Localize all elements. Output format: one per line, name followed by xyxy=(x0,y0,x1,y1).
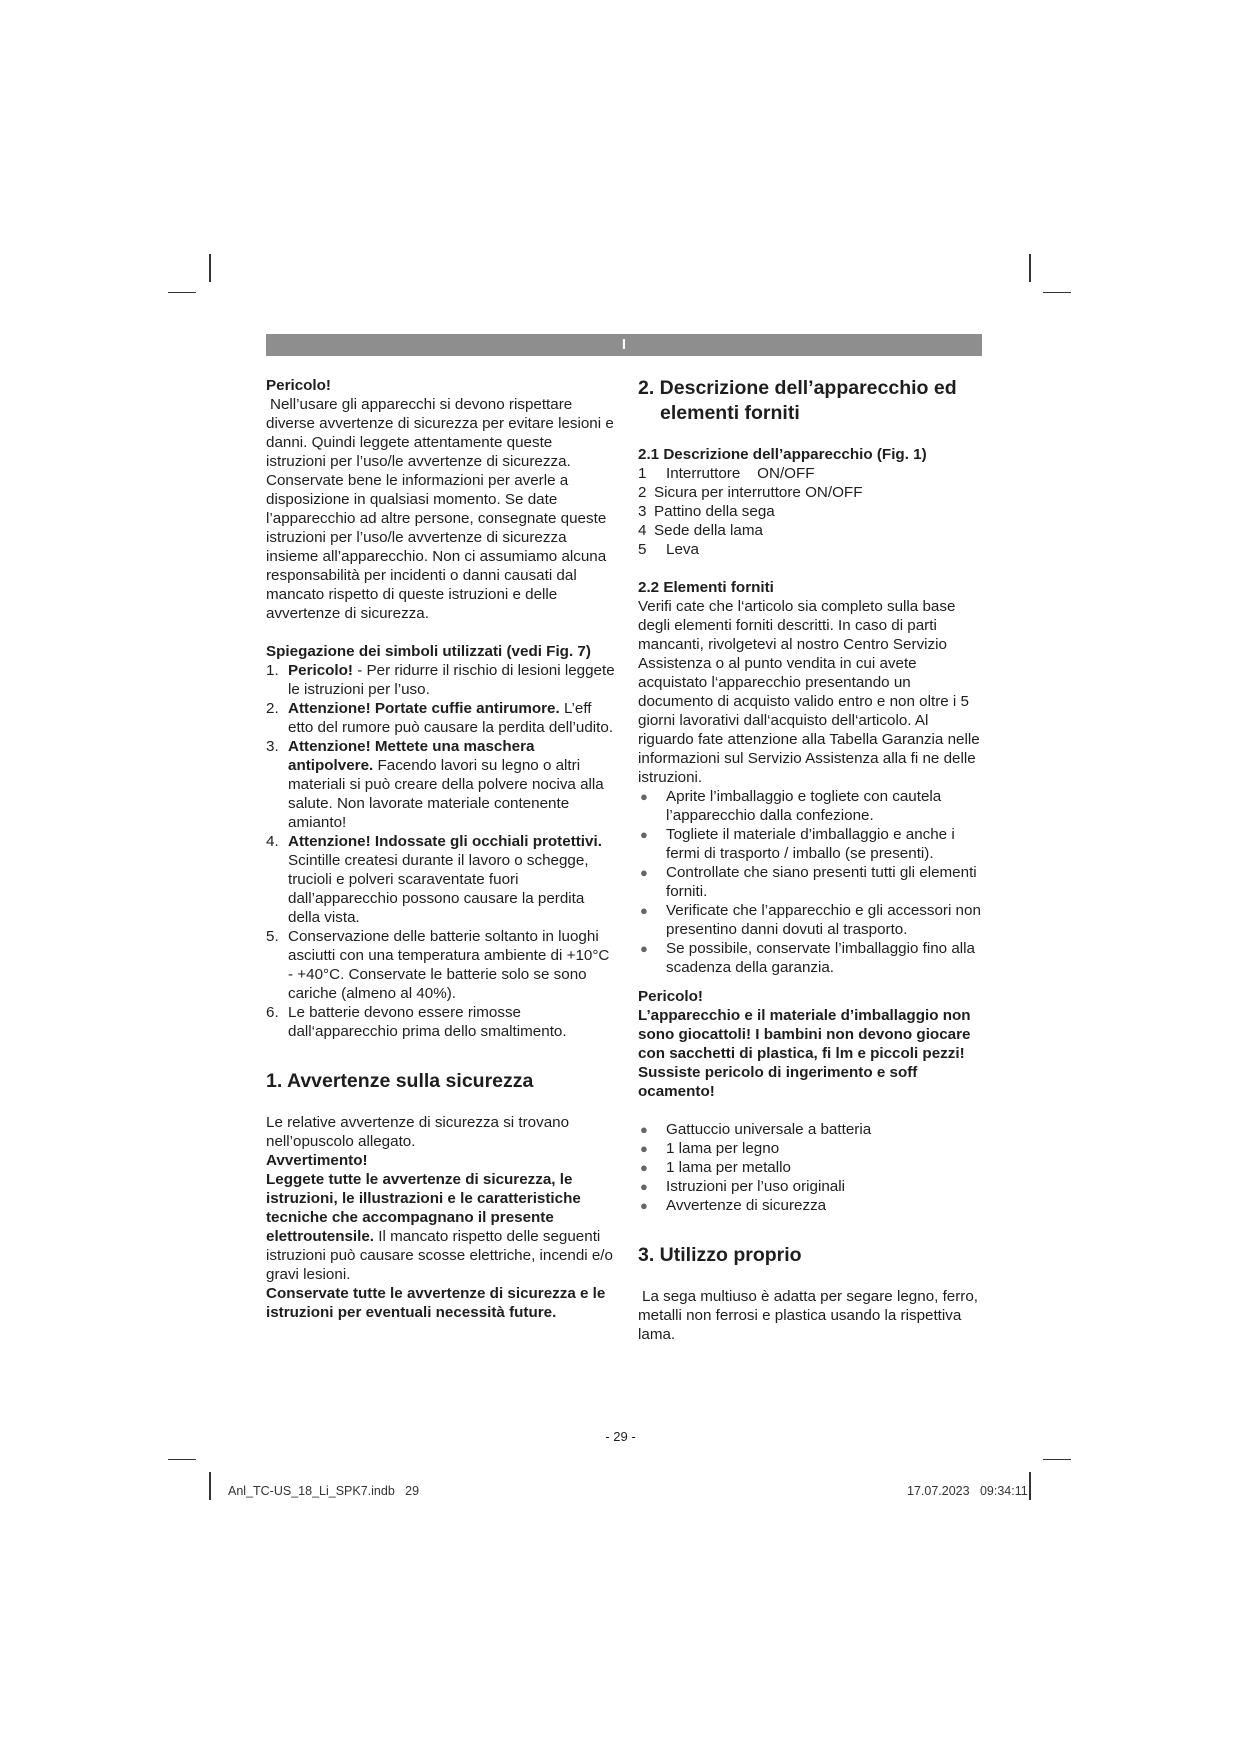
item-number: 5 xyxy=(638,541,647,558)
supplied-list xyxy=(638,1120,982,1215)
list-item xyxy=(266,1003,616,1041)
bullet-icon: ● xyxy=(640,1198,648,1213)
list-item xyxy=(638,825,982,863)
bullet-icon: ● xyxy=(640,789,648,804)
crop-mark xyxy=(1029,1472,1031,1500)
item-number: 2. xyxy=(266,700,279,717)
warning-title: Avvertimento! xyxy=(266,1152,368,1169)
item-number: 3. xyxy=(266,738,279,755)
footer-file-name: Anl_TC-US_18_Li_SPK7.indb 29 xyxy=(228,1484,420,1498)
item-number: 4. xyxy=(266,833,279,850)
item-bold: Attenzione! Portate cuffie antirumore. xyxy=(288,700,560,717)
list-item xyxy=(638,1120,982,1139)
item-bold: Attenzione! Indossate gli occhiali protettivi. xyxy=(288,833,602,850)
list-item xyxy=(638,787,982,825)
danger-title: Pericolo! xyxy=(266,377,331,394)
section-1-intro: Le relative avvertenze di sicurezza si trovano nell’opuscolo allegato. xyxy=(266,1114,570,1150)
bullet-icon: ● xyxy=(640,941,648,956)
danger-2-text: L’apparecchio e il materiale d’imballaggio non sono giocattoli! I bambini non devono giocare con sacchetti di plastica, fi lm e piccoli pezzi! Sussiste pericolo di ingerimento e soff ocamento! xyxy=(638,1007,971,1100)
list-item xyxy=(638,464,982,483)
bullet-icon: ● xyxy=(640,1160,648,1175)
section-2-title: 2. Descrizione dell’apparecchio ed elementi forniti xyxy=(638,377,957,424)
list-item xyxy=(266,832,616,927)
item-text: 1 lama per legno xyxy=(666,1140,780,1157)
list-item xyxy=(266,927,616,1003)
crop-mark xyxy=(168,292,196,293)
item-bold: Pericolo! xyxy=(288,662,353,679)
bullet-icon: ● xyxy=(640,1179,648,1194)
footer-datetime: 17.07.2023 09:34:11 xyxy=(907,1484,1028,1498)
symbols-list xyxy=(266,661,616,1041)
item-text: Se possibile, conservate l’imballaggio fino alla scadenza della garanzia. xyxy=(666,940,975,976)
warning-paragraph xyxy=(266,1170,616,1284)
section-1-title: 1. Avvertenze sulla sicurezza xyxy=(266,1070,534,1092)
subsection-2-1-title: 2.1 Descrizione dell’apparecchio (Fig. 1) xyxy=(638,446,927,463)
item-text: Verificate che l’apparecchio e gli accessori non presentino danni dovuti al trasporto. xyxy=(666,902,981,938)
item-text: Le batterie devono essere rimosse dall‘apparecchio prima dello smaltimento. xyxy=(288,1004,567,1040)
item-text: Istruzioni per l’uso originali xyxy=(666,1178,845,1195)
bullet-icon: ● xyxy=(640,1141,648,1156)
list-item xyxy=(638,502,982,521)
list-item xyxy=(638,483,982,502)
crop-mark xyxy=(1043,292,1071,293)
keep-instructions: Conservate tutte le avvertenze di sicurezza e le istruzioni per eventuali necessità future. xyxy=(266,1285,606,1321)
crop-mark xyxy=(168,1459,196,1460)
list-item xyxy=(638,521,982,540)
warning-bold: Leggete tutte le avvertenze di sicurezza, le istruzioni, le illustrazioni e le caratteristiche tecniche che accompagnano il presente elettroutensile. xyxy=(266,1171,581,1245)
section-3-title: 3. Utilizzo proprio xyxy=(638,1244,802,1266)
list-item xyxy=(266,737,616,832)
item-number: 2 xyxy=(638,484,647,501)
list-item xyxy=(638,540,982,559)
item-text: Pattino della sega xyxy=(654,503,775,520)
item-number: 3 xyxy=(638,503,647,520)
item-text: Conservazione delle batterie soltanto in luoghi asciutti con una temperatura ambiente di +10°C - +40°C. Conservate le batterie solo se sono cariche (almeno al 40%). xyxy=(288,928,610,1002)
subsection-2-2-text: Verifi cate che l‘articolo sia completo sulla base degli elementi forniti descritti. In caso di parti mancanti, rivolgetevi al nostro Centro Servizio Assistenza o al punto vendita in cui avete acquistato l‘apparecchio presentando un documento di acquisto valido entro e non oltre i 5 giorni lavorativi dall‘acquisto dell‘articolo. Al riguardo fate attenzione alla Tabella Garanzia nelle informazioni sul Servizio Assistenza alla fi ne delle istruzioni. xyxy=(638,598,980,786)
item-text: 1 lama per metallo xyxy=(666,1159,791,1176)
bullet-icon: ● xyxy=(640,1122,648,1137)
item-text: Leva xyxy=(666,541,699,558)
list-item xyxy=(266,699,616,737)
crop-mark xyxy=(209,1472,211,1500)
checklist xyxy=(638,787,982,977)
item-text: Togliete il materiale d’imballaggio e anche i fermi di trasporto / imballo (se presenti). xyxy=(666,826,955,862)
item-text: Gattuccio universale a batteria xyxy=(666,1121,872,1138)
item-text: Avvertenze di sicurezza xyxy=(666,1197,827,1214)
list-item xyxy=(638,1177,982,1196)
item-text: Facendo lavori su legno o altri materiali si può creare della polvere nociva alla salute. Non lavorate materiale contenente amianto! xyxy=(288,757,604,831)
language-header-bar xyxy=(266,334,982,356)
language-marker: I xyxy=(621,336,627,353)
item-number: 1. xyxy=(266,662,279,679)
item-text: Scintille createsi durante il lavoro o schegge, trucioli e polveri scaraventate fuori dall’apparecchio possono causare la perdita della vista. xyxy=(288,852,589,926)
list-item xyxy=(638,939,982,977)
item-text: Sicura per interruttore ON/OFF xyxy=(654,484,863,501)
item-text: Controllate che siano presenti tutti gli elementi forniti. xyxy=(666,864,977,900)
item-number: 1 xyxy=(638,465,647,482)
danger-text: Nell’usare gli apparecchi si devono rispettare diverse avvertenze di sicurezza per evitare lesioni e danni. Quindi leggete attentamente queste istruzioni per l’uso/le avvertenze di sicurezza. Conservate bene le informazioni per averle a disposizione in qualsiasi momento. Se date l’apparecchio ad altre persone, consegnate queste istruzioni per l’uso/le avvertenze di sicurezza insieme all’apparecchio. Non ci assumiamo alcuna responsabilità per incidenti o danni causati dal mancato rispetto di queste istruzioni e delle avvertenze di sicurezza. xyxy=(266,396,614,622)
list-item xyxy=(638,863,982,901)
symbols-title: Spiegazione dei simboli utilizzati (vedi Fig. 7) xyxy=(266,643,591,660)
item-bold: Attenzione! Mettete una maschera antipolvere. xyxy=(288,738,535,774)
bullet-icon: ● xyxy=(640,865,648,880)
subsection-2-2-title: 2.2 Elementi forniti xyxy=(638,579,774,596)
left-column xyxy=(266,376,616,1322)
right-column xyxy=(638,376,982,1344)
section-3-text: La sega multiuso è adatta per segare legno, ferro, metalli non ferrosi e plastica usando la rispettiva lama. xyxy=(638,1288,979,1343)
bullet-icon: ● xyxy=(640,903,648,918)
warning-text: Il mancato rispetto delle seguenti istruzioni può causare scosse elettriche, incendi e/o gravi lesioni. xyxy=(266,1228,613,1283)
page-number: - 29 - xyxy=(605,1429,636,1444)
crop-mark xyxy=(209,254,211,282)
item-text: - Per ridurre il rischio di lesioni leggete le istruzioni per l’uso. xyxy=(288,662,615,698)
parts-list xyxy=(638,464,982,559)
list-item xyxy=(638,1158,982,1177)
list-item xyxy=(638,901,982,939)
item-text: L’eff etto del rumore può causare la perdita dell’udito. xyxy=(288,700,614,736)
item-number: 5. xyxy=(266,928,279,945)
item-text: Interruttore ON/OFF xyxy=(666,465,815,482)
item-number: 4 xyxy=(638,522,647,539)
list-item xyxy=(638,1196,982,1215)
item-text: Sede della lama xyxy=(654,522,763,539)
item-number: 6. xyxy=(266,1004,279,1021)
list-item xyxy=(266,661,616,699)
danger-2-title: Pericolo! xyxy=(638,988,703,1005)
item-text: Aprite l’imballaggio e togliete con cautela l’apparecchio dalla confezione. xyxy=(666,788,942,824)
list-item xyxy=(638,1139,982,1158)
crop-mark xyxy=(1043,1459,1071,1460)
crop-mark xyxy=(1029,254,1031,282)
bullet-icon: ● xyxy=(640,827,648,842)
